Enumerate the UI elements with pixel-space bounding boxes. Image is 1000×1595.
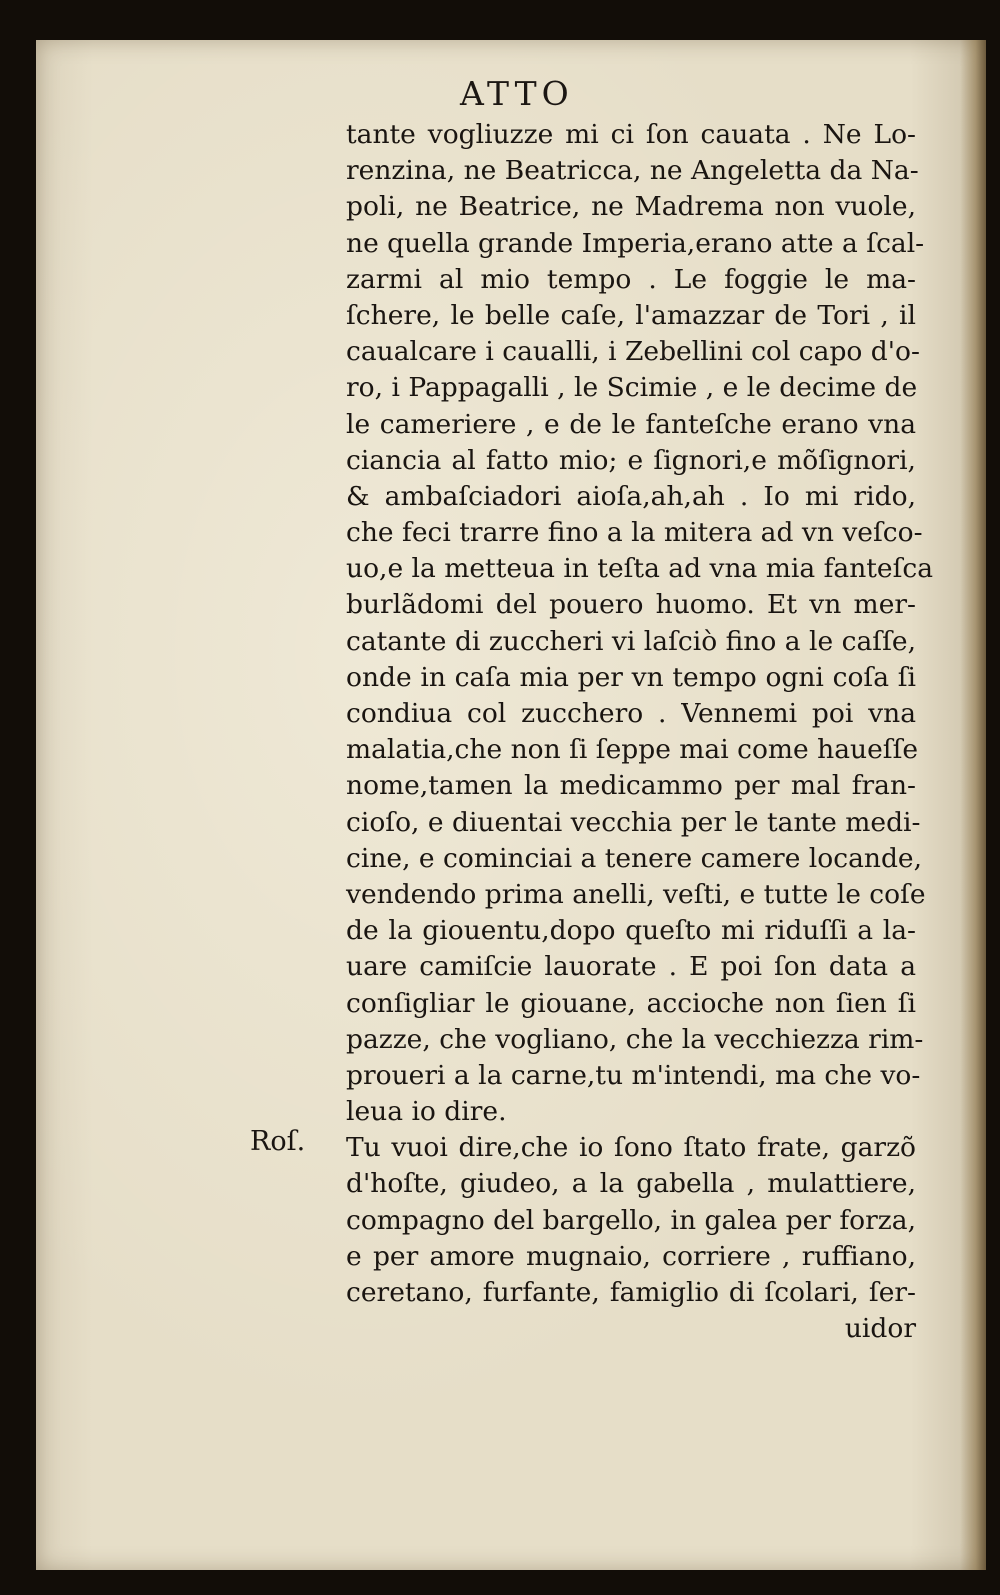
- text-line: & ambaſciadori aioſa,ah,ah . Io mi rido,: [346, 480, 916, 512]
- text-line: poli, ne Beatrice, ne Madrema non vuole,: [346, 191, 916, 223]
- text-line: malatia,che non ſi ſeppe mai come haueſſe: [346, 734, 919, 766]
- text-line: onde in caſa mia per vn tempo ogni coſa ſi: [346, 661, 916, 693]
- text-line: ro, i Pappagalli , le Scimie , e le decime de: [346, 372, 918, 404]
- text-line: burlãdomi del pouero huomo. Et vn mer-: [346, 589, 916, 621]
- text-line: nome,tamen la medicammo per mal fran-: [346, 770, 916, 802]
- text-line: uare camiſcie lauorate . E poi ſon data a: [346, 951, 916, 983]
- text-line: le cameriere , e de le fanteſche erano vna: [346, 408, 916, 440]
- text-line: d'hoſte, giudeo, a la gabella , mulattiere,: [346, 1168, 916, 1200]
- text-line: condiua col zucchero . Vennemi poi vna: [346, 698, 916, 729]
- text-line: catante di zuccheri vi laſciò fino a le caſſe,: [346, 625, 916, 657]
- text-line: vendendo prima anelli, veſti, e tutte le coſe: [346, 878, 926, 910]
- page-gutter-shadow: [960, 40, 986, 1570]
- text-line: ne quella grande Imperia,erano atte a ſcal-: [346, 227, 925, 259]
- text-line: e per amore mugnaio, corriere , ruffiano,: [346, 1240, 916, 1272]
- text-line: leua io dire.: [346, 1096, 507, 1128]
- text-line: Tu vuoi dire,che io ſono ſtato frate, garzõ: [346, 1132, 916, 1164]
- text-line: caualcare i caualli, i Zebellini col capo d'o-: [346, 336, 920, 368]
- text-line: zarmi al mio tempo . Le foggie le ma-: [346, 263, 916, 295]
- text-line: cine, e cominciai a tenere camere locande,: [346, 842, 923, 874]
- text-line: ciancia al fatto mio; e ſignori,e mõſignori,: [346, 444, 916, 476]
- running-head: ATTO: [460, 74, 574, 113]
- text-line: pazze, che vogliano, che la vecchiezza rim-: [346, 1023, 924, 1055]
- catchword: uidor: [844, 1313, 916, 1345]
- text-line: ſchere, le belle caſe, l'amazzar de Tori , il: [346, 299, 916, 331]
- text-line: de la giouentu,dopo queſto mi riduſſi a la-: [346, 915, 916, 947]
- text-line: proueri a la carne,tu m'intendi, ma che vo-: [346, 1059, 921, 1091]
- text-line: renzina, ne Beatricca, ne Angeletta da Na-: [346, 155, 919, 187]
- text-line: compagno del bargello, in galea per forza,: [346, 1204, 916, 1236]
- text-line: ceretano, furfante, famiglio di ſcolari, ſer-: [346, 1277, 916, 1308]
- text-line: tante vogliuzze mi ci ſon cauata . Ne Lo-: [346, 119, 916, 150]
- text-line: conſigliar le giouane, accioche non ſien ſi: [346, 987, 916, 1019]
- text-line: che feci trarre fino a la mitera ad vn veſco-: [346, 517, 923, 549]
- body-text: [346, 117, 934, 1347]
- text-line: cioſo, e diuentai vecchia per le tante medi-: [346, 806, 921, 838]
- speaker-label: Roſ.: [250, 1126, 306, 1157]
- text-line: uo,e la metteua in teſta ad vna mia fanteſca: [346, 553, 934, 585]
